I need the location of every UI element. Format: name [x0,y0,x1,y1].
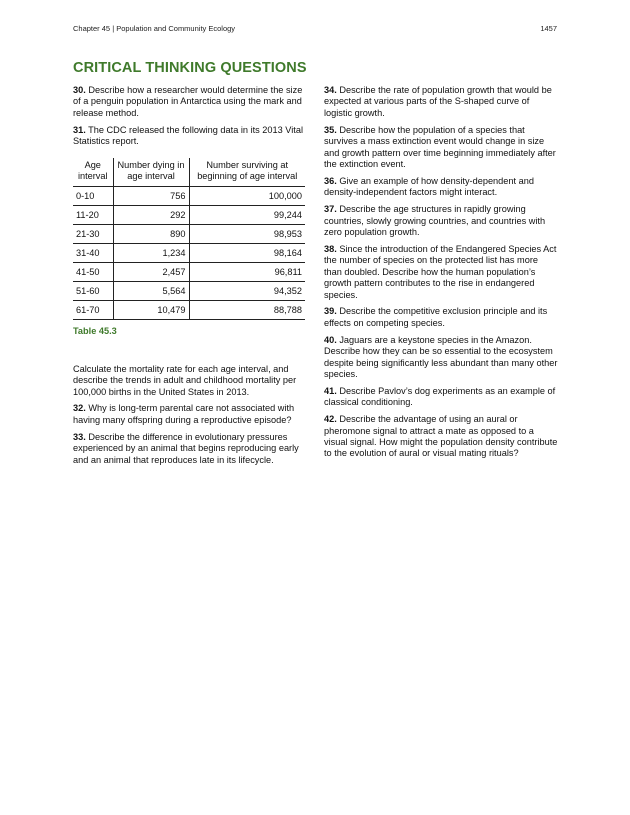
table-row [73,187,305,206]
cell-dying: 1,234 [113,244,189,263]
cell-dying: 756 [113,187,189,206]
question-35 [324,125,558,171]
question-41 [324,386,558,409]
question-text: Describe the rate of population growth that would be expected at various parts of the S-shaped curve of logistic growth. [324,85,552,118]
cell-dying: 890 [113,225,189,244]
cell-age: 61-70 [73,301,113,320]
question-38 [324,244,558,301]
cell-surviving: 94,352 [189,282,305,301]
question-34 [324,85,558,119]
question-number: 37. [324,204,337,215]
question-33 [73,432,305,466]
page-number: 1457 [540,24,557,33]
header-number-dying: Number dying in age interval [113,158,189,187]
question-text: Describe the advantage of using an aural or pheromone signal to attract a mate as opposed to a visual signal. How might the population density contribute to the evolution of aural or visual mating rituals? [324,414,558,459]
cell-age: 41-50 [73,263,113,282]
cell-age: 31-40 [73,244,113,263]
table-row [73,263,305,282]
question-number: 35. [324,124,337,135]
question-number: 41. [324,385,337,396]
question-31 [73,125,305,148]
cell-dying: 292 [113,206,189,225]
question-31-followup: Calculate the mortality rate for each age interval, and describe the trends in adult and childhood mortality per 100,000 births in the United States in 2013. [73,363,297,397]
section-title: CRITICAL THINKING QUESTIONS [73,60,307,76]
header-age-interval: Age interval [73,158,113,187]
table-row [73,225,305,244]
cell-surviving: 98,164 [189,244,305,263]
table-row [73,206,305,225]
cell-age: 21-30 [73,225,113,244]
cell-age: 11-20 [73,206,113,225]
question-text: Give an example of how density-dependent and density-independent factors might interact. [324,175,534,198]
mortality-table [73,158,305,321]
table-header-row [73,158,305,187]
question-39 [324,306,558,329]
question-number: 42. [324,414,337,425]
question-number: 34. [324,85,337,95]
question-text: Describe the difference in evolutionary pressures experienced by an animal that begins reproducing early and an animal that reproduces late in its lifecycle. [73,431,299,465]
cell-surviving: 88,788 [189,301,305,320]
table-row [73,282,305,301]
left-column [73,85,305,472]
right-column [324,85,558,465]
question-text: Describe Pavlov’s dog experiments as an example of classical conditioning. [324,385,556,408]
cell-dying: 10,479 [113,301,189,320]
table-row [73,244,305,263]
question-text: The CDC released the following data in its 2013 Vital Statistics report. [73,124,304,147]
cell-surviving: 96,811 [189,263,305,282]
question-number: 36. [324,175,337,186]
cell-dying: 5,564 [113,282,189,301]
question-number: 31. [73,124,86,135]
question-32 [73,403,305,426]
cell-age: 0-10 [73,187,113,206]
cell-age: 51-60 [73,282,113,301]
question-text: Describe how the population of a species that survives a mass extinction event would change in size and growth pattern over time beginning immediately after the extinction event. [324,124,556,169]
table-row [73,301,305,320]
cell-surviving: 100,000 [189,187,305,206]
question-number: 40. [324,334,337,345]
question-36 [324,176,558,199]
question-text: Jaguars are a keystone species in the Amazon. Describe how they can be so essential to the ecosystem despite being significantly less abundant than many other species. [324,334,558,379]
question-number: 38. [324,243,337,254]
question-number: 33. [73,431,86,442]
question-text: Why is long-term parental care not associated with having many offspring during a reproductive episode? [73,403,295,425]
question-40 [324,335,558,381]
question-text: Describe the age structures in rapidly growing countries, slowly growing countries, and countries with zero population growth. [324,204,546,237]
question-37 [324,204,558,238]
question-number: 39. [324,306,337,317]
header-number-surviving: Number surviving at beginning of age interval [189,158,305,187]
question-text: Describe the competitive exclusion principle and its effects on competing species. [324,306,548,328]
cell-surviving: 99,244 [189,206,305,225]
table-caption: Table 45.3 [73,326,117,337]
cell-surviving: 98,953 [189,225,305,244]
question-42 [324,414,558,460]
chapter-title: Chapter 45 | Population and Community Ecology [73,24,236,33]
question-30 [73,85,305,119]
question-text: Since the introduction of the Endangered Species Act the number of species on the protected list has more than doubled. Describe how the human population’s growth pattern contributes to the rise in endangered species. [324,243,557,300]
question-number: 32. [73,403,86,414]
question-number: 30. [73,85,86,95]
question-text: Describe how a researcher would determine the size of a penguin population in Antarctica using the mark and release method. [73,85,303,118]
cell-dying: 2,457 [113,263,189,282]
